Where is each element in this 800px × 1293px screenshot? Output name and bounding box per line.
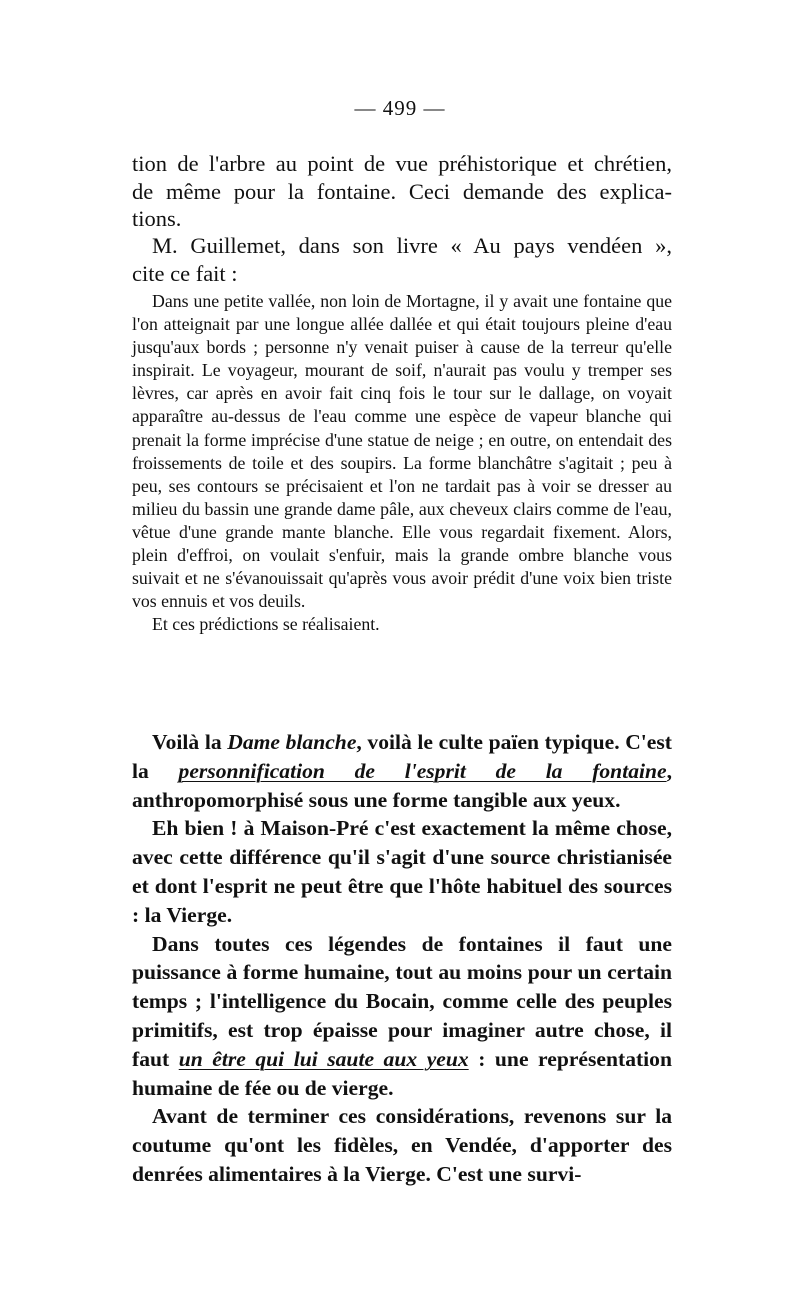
intro-paragraph [132, 150, 672, 233]
citation-line: M. Guillemet, dans son livre « Au pays vendéen », [152, 233, 672, 258]
quote-closing: Et ces prédictions se réalisaient. [152, 614, 380, 635]
block-quote [132, 290, 672, 636]
emphasis-personnification: personnification de l'esprit de la fontaine [178, 758, 667, 783]
quote-text: Dans une petite vallée, non loin de Mortagne, il y avait une fontaine que l'on atteignait par une longue allée dallée et qui était toujours pleine d'eau jusqu'aux bords ; personne n'y venait puiser à cause de la terreur qu'elle inspirait. Le voyageur, mourant de soif, n'aurait pas voulu y tremper ses lèvres, car après en avoir fait cinq fois le tour sur le dallage, on voyait apparaître au-dessus de l'eau comme une espèce de vapeur blanche qui prenait la forme imprécise d'une statue de neige ; en outre, on entendait des froissements de toile et des soupirs. La forme blanchâtre s'agitait ; peu à peu, ses contours se précisaient et l'on ne tardait pas à voir se dresser au milieu du bassin une grande dame pâle, aux cheveux clairs comme de l'eau, vêtue d'une grande mante blanche. Elle vous regardait fixement. Alors, plein d'effroi, on voulait s'enfuir, mais la grande ombre blanche vous suivait et ne s'évanouissait qu'après vous avoir prédit d'une voix bien triste vos ennuis et vos deuils. [132, 291, 672, 612]
intro-line: de même pour la fontaine. Ceci demande des explica- [132, 178, 672, 204]
paragraph-legendes: Dans toutes ces légendes de fontaines il faut une puissance à forme humaine, tout au moins pour un certain temps ; l'intelligence du Bocain, comme celle des peuples primitifs, est trop épaisse pour imaginer autre chose, il faut un être qui lui saute aux yeux : une représentation humaine de fée ou de vierge. [132, 931, 672, 1100]
citation-paragraph [132, 232, 672, 287]
intro-line: tions. [132, 206, 182, 231]
paragraph-maison-pre: Eh bien ! à Maison-Pré c'est exactement la même chose, avec cette différence qu'il s'agit d'une source christianisée et dont l'esprit ne peut être que l'hôte habituel des sources : la Vierge. [132, 816, 672, 927]
citation-line: cite ce fait : [132, 260, 238, 286]
page-number: — 499 — [354, 96, 446, 120]
emphasis-un-etre: un être qui lui saute aux yeux [178, 1046, 469, 1071]
main-text [132, 728, 672, 1189]
paragraph-dame-blanche: Voilà la Dame blanche, voilà le culte païen typique. C'est la personnification de l'esprit de la fontaine, anthropomorphisé sous une forme tangible aux yeux. [132, 730, 672, 812]
intro-line: tion de l'arbre au point de vue préhistorique et chrétien, [132, 151, 672, 176]
paragraph-avant-de-terminer: Avant de terminer ces considérations, revenons sur la coutume qu'ont les fidèles, en Vendée, d'apporter des denrées alimentaires à la Vierge. C'est une survi- [132, 1104, 672, 1186]
emphasis-dame-blanche: Dame blanche [227, 730, 357, 754]
